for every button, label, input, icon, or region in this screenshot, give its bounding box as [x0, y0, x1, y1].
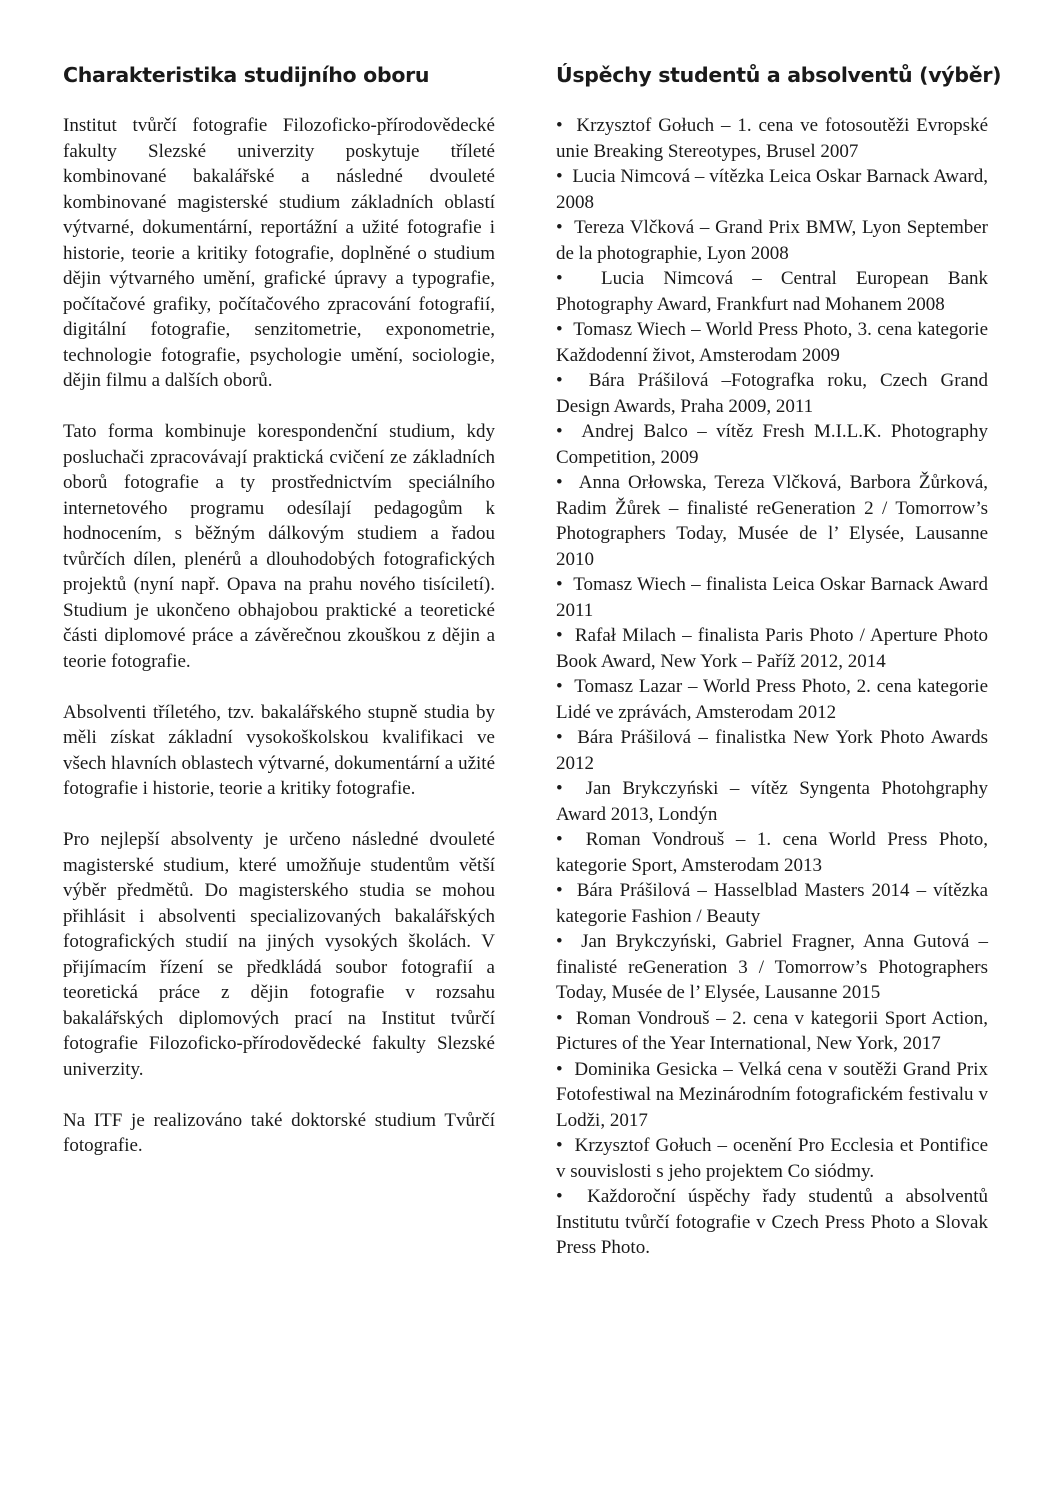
paragraph-bachelor: Absolventi tříletého, tzv. bakalářského stupně studia by měli získat základní vysokoškolskou kvalifikaci ve všech hlavních oblastech výtvarné, dokumentární a užité fotografie i historie, teorie a kritiky fotografie. [63, 701, 495, 799]
right-column [556, 58, 1002, 1261]
list-item: • Každoroční úspěchy řady studentů a absolventů Institutu tvůrčí fotografie v Czech Press Photo a Slovak Press Photo. [556, 1184, 988, 1261]
list-item: • Roman Vondrouš – 1. cena World Press Photo, kategorie Sport, Amsterodam 2013 [556, 827, 988, 878]
list-item: • Roman Vondrouš – 2. cena v kategorii Sport Action, Pictures of the Year International, New York, 2017 [556, 1006, 988, 1057]
right-heading: Úspěchy studentů a absolventů (výběr) [556, 63, 1002, 87]
left-heading: Charakteristika studijního oboru [63, 63, 430, 87]
paragraph-intro: Institut tvůrčí fotografie Filozoficko-přírodovědecké fakulty Slezské univerzity poskytuje tříleté kombinované bakalářské a následné dvouleté kombinované magisterské studium základních oblastí výtvarné, dokumentární, reportážní a užité fotografie i historie, teorie a kritiky fotografie, doplněné o studium dějin výtvarného umění, grafické úpravy a typografie, počítačové grafiky, počítačového zpracování fotografií, digitální fotografie, senzitometrie, exponometrie, technologie fotografie, psychologie umění, sociologie, dějin filmu a dalších oborů. [63, 115, 495, 391]
list-item: • Tomasz Lazar – World Press Photo, 2. cena kategorie Lidé ve zprávách, Amsterodam 2012 [556, 674, 988, 725]
paragraph-doctoral: Na ITF je realizováno také doktorské studium Tvůrčí fotografie. [63, 1109, 495, 1156]
paragraph-master: Pro nejlepší absolventy je určeno následné dvouleté magisterské studium, které umožňuje studentům větší výběr předmětů. Do magisterského studia se mohou přihlásit i absolventi specializovaných bakalářských fotografických studií na jiných vysokých školách. V přijímacím řízení se předkládá soubor fotografií a teoretická práce z dějin fotografie v rozsahu bakalářských diplomových prací na Institut tvůrčí fotografie Filozoficko-přírodovědecké fakulty Slezské univerzity. [63, 829, 495, 1080]
list-item: • Tereza Vlčková – Grand Prix BMW, Lyon September de la photographie, Lyon 2008 [556, 215, 988, 266]
list-item: • Bára Prášilová –Fotografka roku, Czech Grand Design Awards, Praha 2009, 2011 [556, 368, 988, 419]
list-item: • Bára Prášilová – finalistka New York Photo Awards 2012 [556, 725, 988, 776]
list-item: • Andrej Balco – vítěz Fresh M.I.L.K. Photography Competition, 2009 [556, 419, 988, 470]
list-item: • Krzysztof Gołuch – ocenění Pro Ecclesia et Pontifice v souvislosti s jeho projektem Co siódmy. [556, 1133, 988, 1184]
list-item: • Tomasz Wiech – finalista Leica Oskar Barnack Award 2011 [556, 572, 988, 623]
list-item: • Lucia Nimcová – vítězka Leica Oskar Barnack Award, 2008 [556, 164, 988, 215]
left-column [63, 58, 495, 1184]
list-item: • Dominika Gesicka – Velká cena v soutěži Grand Prix Fotofestiwal na Mezinárodním fotografickém festivalu v Lodži, 2017 [556, 1057, 988, 1134]
list-item: • Bára Prášilová – Hasselblad Masters 2014 – vítězka kategorie Fashion / Beauty [556, 878, 988, 929]
list-item: • Anna Orłowska, Tereza Vlčková, Barbora Žůrková, Radim Žůrek – finalisté reGeneration 2 / Tomorrow’s Photographers Today, Musée de l’ Elysée, Lausanne 2010 [556, 470, 988, 572]
list-item: • Krzysztof Gołuch – 1. cena ve fotosoutěži Evropské unie Breaking Stereotypes, Brusel 2007 [556, 113, 988, 164]
list-item: • Jan Brykczyński – vítěz Syngenta Photohgraphy Award 2013, Londýn [556, 776, 988, 827]
paragraph-study-form: Tato forma kombinuje korespondenční studium, kdy posluchači zpracovávají praktická cvičení ze základních oborů fotografie a ty prostřednictvím speciálního internetového programu odesílají pedagogům k hodnocením, s běžným dálkovým studiem a řadou tvůrčích dílen, plenérů a dlouhodobých fotografických projektů (nyní např. Opava na prahu nového tisíciletí). Studium je ukončeno obhajobou praktické a teoretické části diplomové práce a závěrečnou zkouškou z dějin a teorie fotografie. [63, 421, 495, 672]
list-item: • Tomasz Wiech – World Press Photo, 3. cena kategorie Každodenní život, Amsterodam 2009 [556, 317, 988, 368]
achievements-list [556, 113, 988, 1261]
list-item: • Rafał Milach – finalista Paris Photo / Aperture Photo Book Award, New York – Paříž 2012, 2014 [556, 623, 988, 674]
list-item: • Jan Brykczyński, Gabriel Fragner, Anna Gutová – finalisté reGeneration 3 / Tomorrow’s Photographers Today, Musée de l’ Elysée, Lausanne 2015 [556, 929, 988, 1006]
list-item: • Lucia Nimcová – Central European Bank Photography Award, Frankfurt nad Mohanem 2008 [556, 266, 988, 317]
